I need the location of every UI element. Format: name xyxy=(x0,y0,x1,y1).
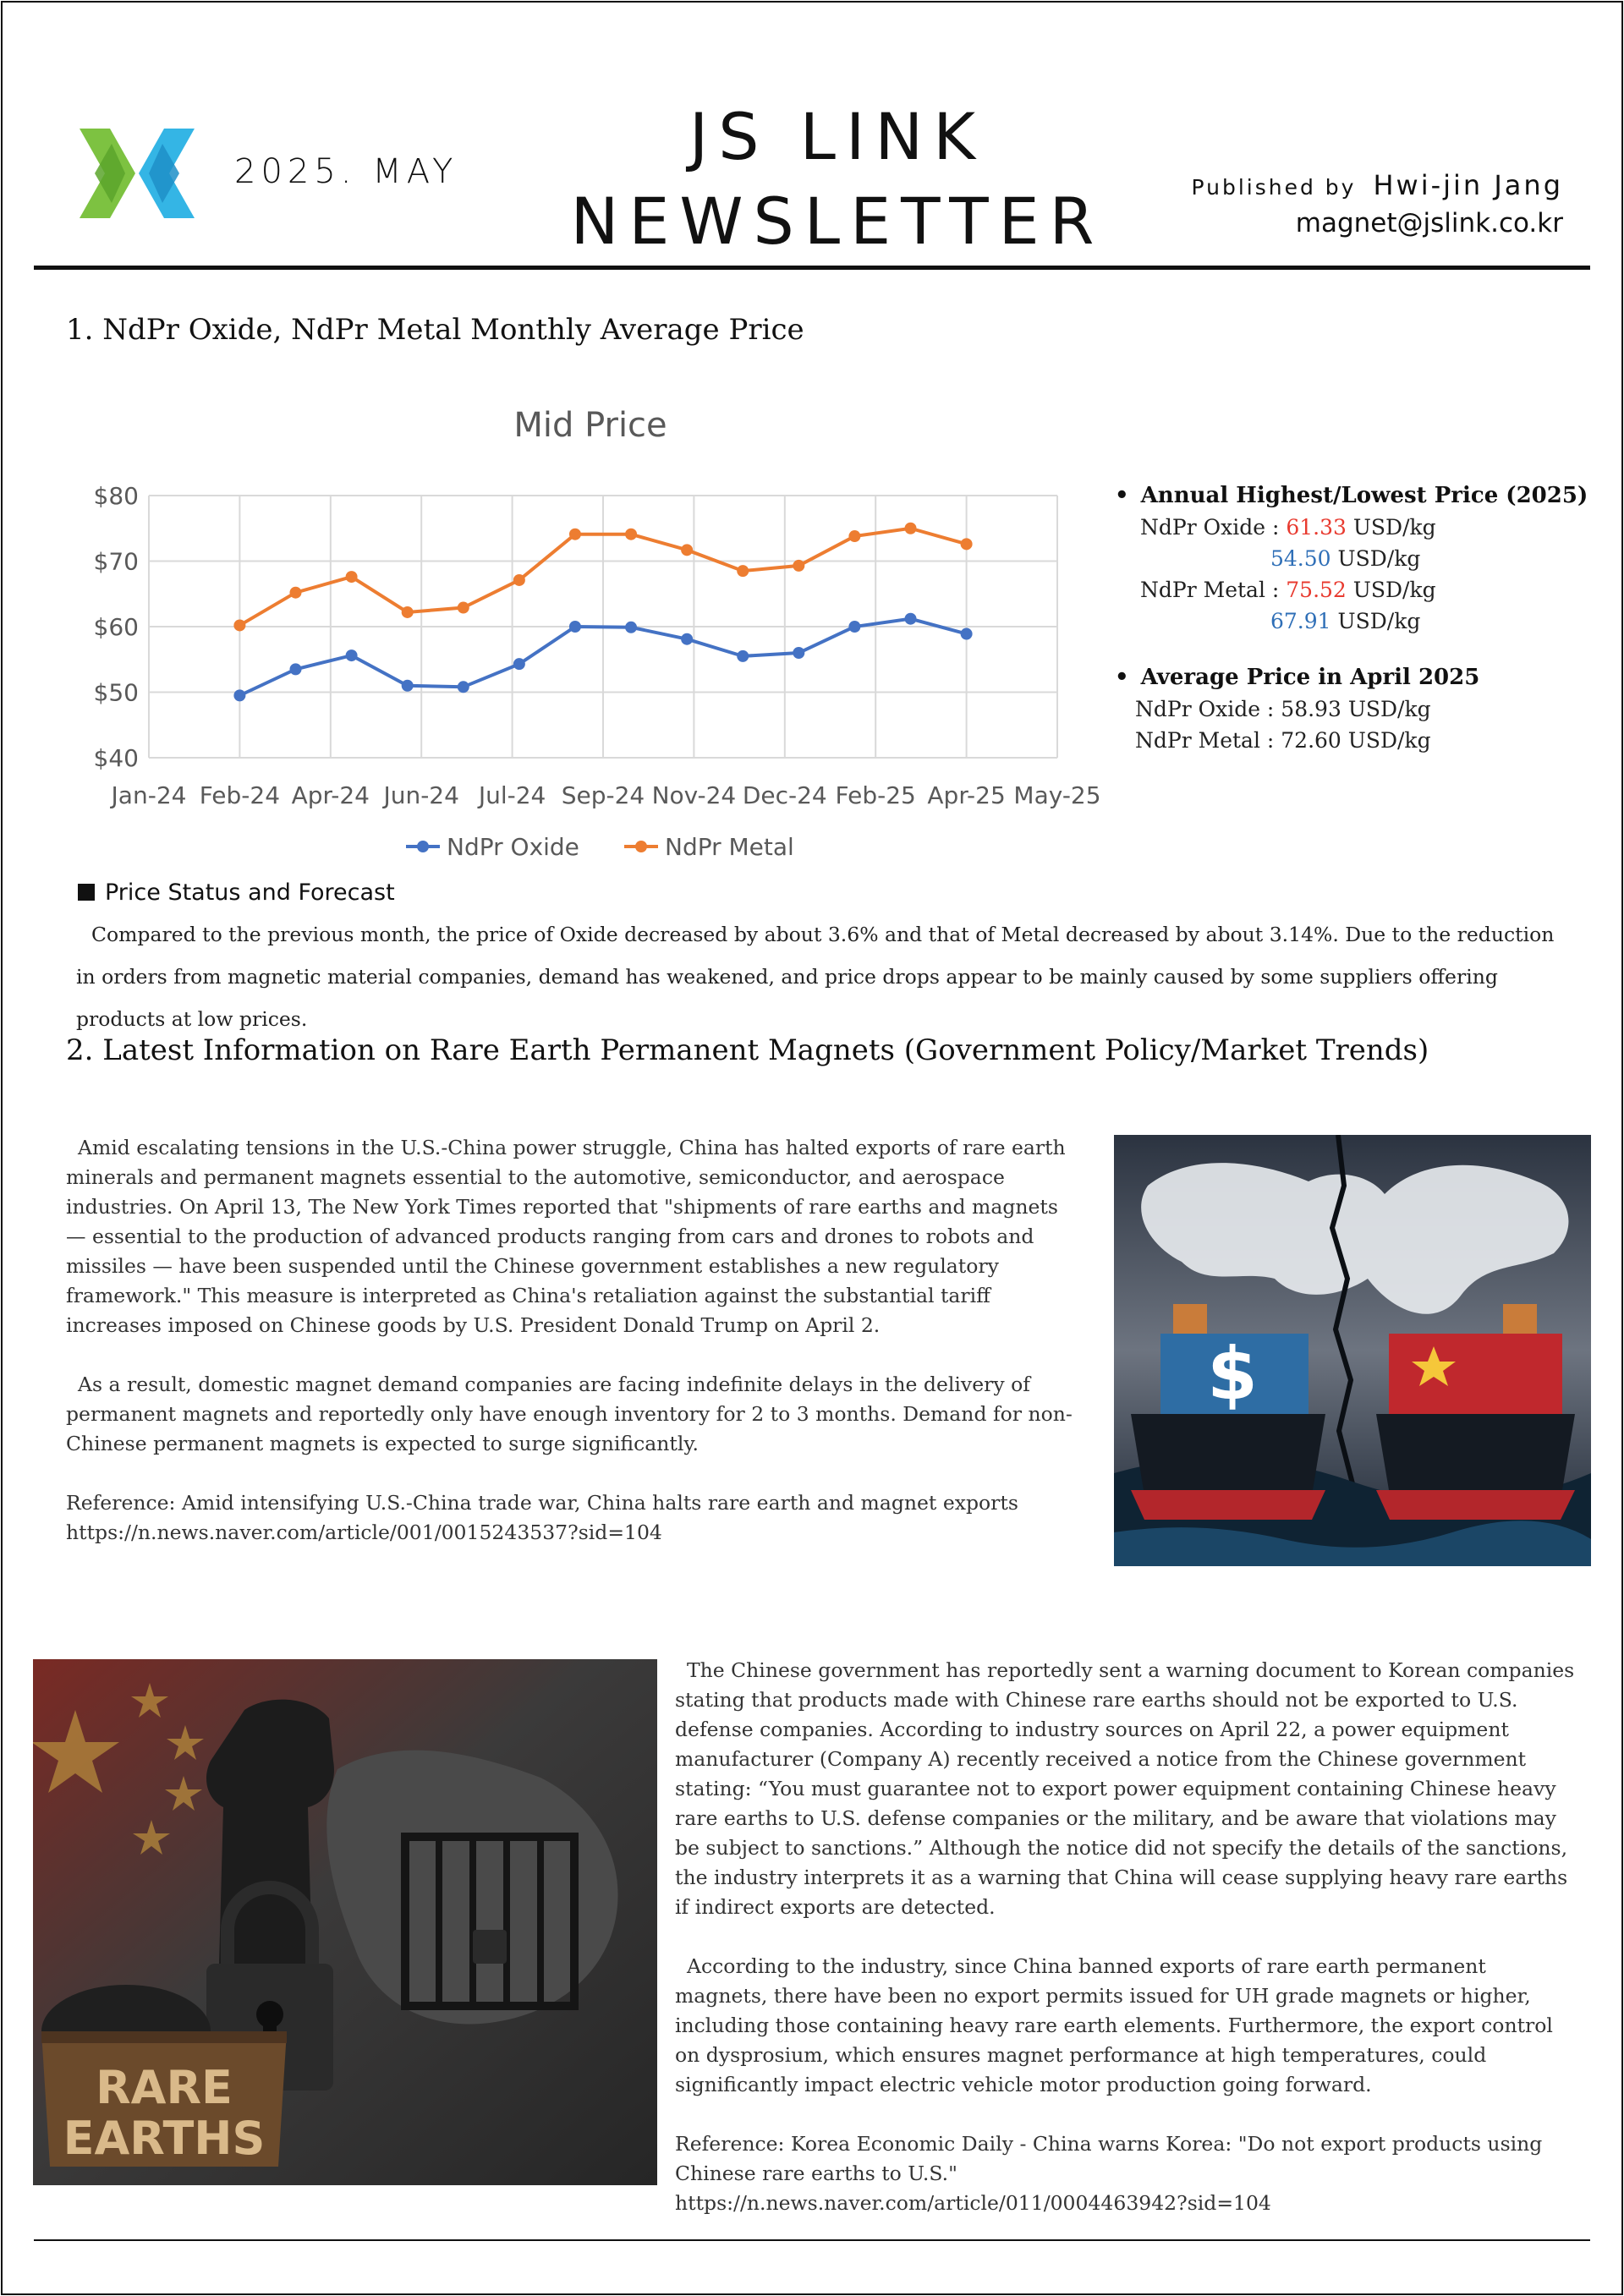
data-point xyxy=(625,529,637,540)
chart-legend xyxy=(406,833,794,861)
oxide-high-row: NdPr Oxide : 61.33 USD/kg xyxy=(1140,515,1436,540)
data-point xyxy=(346,649,358,661)
reference-1-title: Reference: Amid intensifying U.S.-China trade war, China halts rare earth and magnet exports xyxy=(66,1491,1018,1515)
metal-low-value: 67.91 xyxy=(1270,609,1331,633)
contact-email[interactable]: magnet@jslink.co.kr xyxy=(1295,208,1563,238)
data-point xyxy=(793,560,804,572)
april-metal-row: NdPr Metal : 72.60 USD/kg xyxy=(1135,728,1431,753)
data-point xyxy=(681,544,693,556)
section-1-heading: 1. NdPr Oxide, NdPr Metal Monthly Average Price xyxy=(66,313,804,347)
price-status-heading: Price Status and Forecast xyxy=(78,879,395,906)
article-2-paragraph-2: According to the industry, since China banned exports of rare earth permanent magnets, there have been no export permits issued for UH grade magnets or higher, including those containing heavy rare earth elements. Furthermore, the export control on dysprosium, which ensures magnet performance at high temperatures, could significantly impact electric vehicle motor production going forward. xyxy=(675,1954,1553,2096)
april-average-heading: • Average Price in April 2025 xyxy=(1115,662,1588,693)
legend-marker xyxy=(417,841,429,852)
chart-title: Mid Price xyxy=(513,406,667,445)
data-point xyxy=(233,689,245,701)
x-tick-label: Feb-25 xyxy=(835,781,916,809)
data-point xyxy=(513,574,525,586)
april-oxide-row: NdPr Oxide : 58.93 USD/kg xyxy=(1135,697,1431,721)
x-tick-label: Jun-24 xyxy=(383,781,459,809)
data-point xyxy=(233,619,245,631)
x-tick-label: Apr-24 xyxy=(291,781,370,809)
data-point xyxy=(737,650,749,662)
crate-label-line-2: EARTHS xyxy=(63,2112,266,2165)
unit: USD/kg xyxy=(1352,578,1436,602)
crate-label-line-1: RARE xyxy=(96,2061,233,2114)
article-2 xyxy=(675,1656,1580,2218)
y-tick-label: $40 xyxy=(93,744,139,772)
data-point xyxy=(961,538,973,550)
data-point xyxy=(458,602,469,614)
data-point xyxy=(681,633,693,645)
footer-divider xyxy=(34,2239,1590,2241)
dollar-sign-icon: $ xyxy=(1207,1332,1258,1417)
oxide-high-value: 61.33 xyxy=(1286,515,1347,540)
reference-2-title: Reference: Korea Economic Daily - China warns Korea: "Do not export products using Chinese rare earths to U.S." xyxy=(675,2132,1543,2185)
metal-high-value: 75.52 xyxy=(1286,578,1347,602)
y-tick-label: $50 xyxy=(93,678,139,707)
y-axis-ticks xyxy=(94,482,139,772)
data-point xyxy=(289,587,301,599)
legend-label: NdPr Metal xyxy=(665,833,794,861)
data-point xyxy=(346,571,358,583)
author-name: Hwi-jin Jang xyxy=(1373,169,1563,201)
x-tick-label: Feb-24 xyxy=(199,781,281,809)
data-point xyxy=(848,621,860,633)
small-padlock-icon xyxy=(473,1930,507,1964)
publisher-line xyxy=(1191,169,1563,201)
rare-earths-lock-image xyxy=(33,1659,657,2185)
x-axis-ticks xyxy=(110,781,1101,809)
data-point xyxy=(905,613,917,625)
trade-war-ships-image xyxy=(1114,1135,1591,1566)
metal-label: NdPr Metal xyxy=(1140,578,1265,602)
data-point xyxy=(793,647,804,659)
x-tick-label: Apr-25 xyxy=(927,781,1006,809)
data-point xyxy=(402,606,414,618)
x-tick-label: Jul-24 xyxy=(478,781,546,809)
x-tick-label: Dec-24 xyxy=(742,781,827,809)
legend-label: NdPr Oxide xyxy=(447,833,579,861)
price-status-text xyxy=(76,913,1573,1040)
data-point xyxy=(458,681,469,693)
legend-marker xyxy=(635,841,647,852)
data-point xyxy=(625,622,637,633)
x-tick-label: Jan-24 xyxy=(111,781,187,809)
reference-1-link[interactable]: https://n.news.naver.com/article/001/0015243537?sid=104 xyxy=(66,1521,662,1544)
x-tick-label: Nov-24 xyxy=(651,781,737,809)
oxide-label: NdPr Oxide xyxy=(1140,515,1265,540)
y-tick-label: $60 xyxy=(93,613,139,641)
price-status-paragraph: Compared to the previous month, the price of Oxide decreased by about 3.6% and that of Metal decreased by about 3.14%. Due to the reduction in orders from magnetic material companies, demand has weakened, and price drops appear to be mainly caused by some suppliers offering products at low prices. xyxy=(76,923,1555,1031)
data-point xyxy=(513,658,525,670)
metal-low-row xyxy=(1115,606,1588,637)
oxide-low-value: 54.50 xyxy=(1270,546,1331,571)
data-point xyxy=(737,565,749,577)
oxide-low-row xyxy=(1115,543,1588,574)
x-tick-label: Sep-24 xyxy=(561,781,645,809)
y-tick-label: $80 xyxy=(93,482,139,510)
price-stats-panel xyxy=(1115,480,1588,756)
data-point xyxy=(569,621,581,633)
price-line-chart xyxy=(51,397,1125,871)
title-line-1: JS LINK xyxy=(689,99,986,174)
data-point xyxy=(569,529,581,540)
article-2-paragraph-1: The Chinese government has reportedly sent a warning document to Korean companies stating that products made with Chinese rare earths should not be exported to U.S. defense companies. According to industry sources on April 22, a power equipment manufacturer (Company A) recently received a notice from the Chinese government stating: “You must guarantee not to export power equipment containing Chinese heavy rare earths to U.S. defense companies or the military, and be aware that violations may be subject to sanctions.” Although the notice did not specify the details of the sanctions, the industry interprets it as a warning that China will cease supplying heavy rare earths if indirect exports are detected. xyxy=(675,1658,1575,1919)
annual-price-heading: • Annual Highest/Lowest Price (2025) xyxy=(1115,480,1588,512)
published-by-label: Published by xyxy=(1191,175,1357,200)
data-point xyxy=(289,663,301,675)
unit: USD/kg xyxy=(1337,546,1421,571)
header-divider xyxy=(34,266,1590,270)
js-link-logo xyxy=(78,127,196,220)
article-1 xyxy=(66,1133,1073,1548)
newsletter-title xyxy=(474,95,1201,264)
data-point xyxy=(905,523,917,534)
data-point xyxy=(848,530,860,542)
section-2-heading: 2. Latest Information on Rare Earth Permanent Magnets (Government Policy/Market Trends) xyxy=(66,1033,1429,1067)
x-tick-label: May-25 xyxy=(1013,781,1101,809)
article-1-paragraph-1: Amid escalating tensions in the U.S.-China power struggle, China has halted exports of rare earth minerals and permanent magnets essential to the automotive, semiconductor, and aerospace industries. On April 13, The New York Times reported that "shipments of rare earths and magnets — essential to the production of advanced products ranging from cars and drones to robots and missiles — have been suspended until the Chinese government establishes a new regulatory framework." This measure is interpreted as China's retaliation against the substantial tariff increases imposed on Chinese goods by U.S. President Donald Trump on April 2. xyxy=(66,1136,1066,1337)
unit: USD/kg xyxy=(1352,515,1436,540)
data-point xyxy=(961,628,973,640)
data-point xyxy=(402,680,414,692)
y-tick-label: $70 xyxy=(93,547,139,576)
issue-date: 2025. MAY xyxy=(234,152,458,191)
reference-2-link[interactable]: https://n.news.naver.com/article/011/0004463942?sid=104 xyxy=(675,2191,1271,2215)
metal-high-row: NdPr Metal : 75.52 USD/kg xyxy=(1140,578,1436,602)
unit: USD/kg xyxy=(1337,609,1421,633)
title-line-2: NEWSLETTER xyxy=(570,184,1105,259)
publisher-block xyxy=(1191,169,1563,238)
article-1-paragraph-2: As a result, domestic magnet demand companies are facing indefinite delays in the delivery of permanent magnets and reportedly only have enough inventory for 2 to 3 months. Demand for non-Chinese permanent magnets is expected to surge significantly. xyxy=(66,1373,1073,1455)
